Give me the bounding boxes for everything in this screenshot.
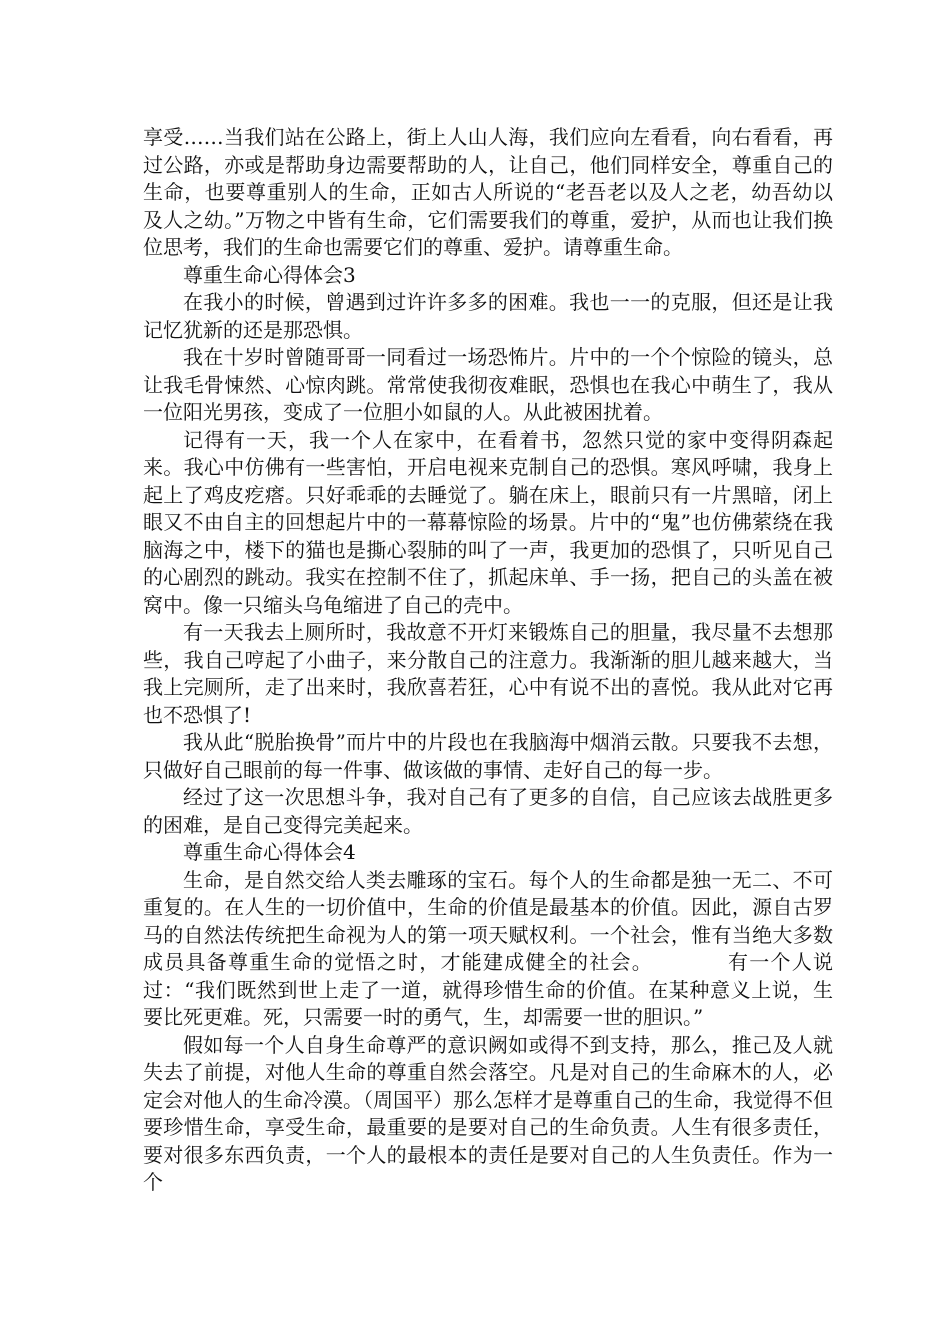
paragraph-continuation: 享受……当我们站在公路上，街上人山人海，我们应向左看看，向右看看，再过公路，亦或是帮助身边需要帮助的人，让自己，他们同样安全，尊重自己的生命，也要尊重别人的生命，正如古人所说的“老吾老以及人之老，幼吾幼以及人之幼。”万物之中皆有生命，它们需要我们的尊重，爱护，从而也让我们换位思考，我们的生命也需要它们的尊重、爱护。请尊重生命。 [143, 125, 833, 259]
paragraph: 在我小的时候，曾遇到过许许多多的困难。我也一一的克服，但还是让我记忆犹新的还是那恐惧。 [143, 290, 833, 342]
paragraph: 记得有一天，我一个人在家中，在看着书，忽然只觉的家中变得阴森起来。我心中仿佛有一些害怕，开启电视来克制自己的恐惧。寒风呼啸，我身上起上了鸡皮疙瘩。只好乖乖的去睡觉了。躺在床上，眼前只有一片黑暗，闭上眼又不由自主的回想起片中的一幕幕惊险的场景。片中的“鬼”也仿佛萦绕在我脑海之中，楼下的猫也是撕心裂肺的叫了一声，我更加的恐惧了，只听见自己的心剧烈的跳动。我实在控制不住了，抓起床单、手一扬，把自己的头盖在被窝中。像一只缩头乌龟缩进了自己的壳中。 [143, 427, 833, 617]
paragraph: 有一天我去上厕所时，我故意不开灯来锻炼自己的胆量，我尽量不去想那些，我自己哼起了小曲子，来分散自己的注意力。我渐渐的胆儿越来越大，当我上完厕所，走了出来时，我欣喜若狂，心中有说不出的喜悦。我从此对它再也不恐惧了! [143, 620, 833, 727]
paragraph: 假如每一个人自身生命尊严的意识阙如或得不到支持，那么，推己及人就失去了前提，对他人生命的尊重自然会落空。凡是对自己的生命麻木的人，必定会对他人的生命冷漠。（周国平）那么怎样才是尊重自己的生命，我觉得不但要珍惜生命，享受生命，最重要的是要对自己的生命负责。人生有很多责任，要对很多东西负责，一个人的最根本的责任是要对自己的人生负责任。作为一个 [143, 1032, 833, 1194]
document-page [143, 124, 833, 1197]
paragraph: 生命，是自然交给人类去雕琢的宝石。每个人的生命都是独一无二、不可重复的。在人生的一切价值中，生命的价值是最基本的价值。因此，源自古罗马的自然法传统把生命视为人的第一项天赋权利。一个社会，惟有当绝大多数成员具备尊重生命的觉悟之时，才能建成健全的社会。 有一个人说过：“我们既然到世上走了一道，就得珍惜生命的价值。在某种意义上说，生要比死更难。死，只需要一时的勇气，生，却需要一世的胆识。” [143, 867, 833, 1029]
paragraph: 经过了这一次思想斗争，我对自己有了更多的自信，自己应该去战胜更多的困难，是自己变得完美起来。 [143, 785, 833, 837]
paragraph: 我从此“脱胎换骨”而片中的片段也在我脑海中烟消云散。只要我不去想，只做好自己眼前的每一件事、做该做的事情、走好自己的每一步。 [143, 730, 833, 782]
section-heading-4: 尊重生命心得体会4 [183, 840, 356, 864]
section-heading-3: 尊重生命心得体会3 [183, 262, 356, 287]
paragraph: 我在十岁时曾随哥哥一同看过一场恐怖片。片中的一个个惊险的镜头，总让我毛骨悚然、心惊肉跳。常常使我彻夜难眠，恐惧也在我心中萌生了，我从一位阳光男孩，变成了一位胆小如鼠的人。从此被困扰着。 [143, 345, 833, 424]
